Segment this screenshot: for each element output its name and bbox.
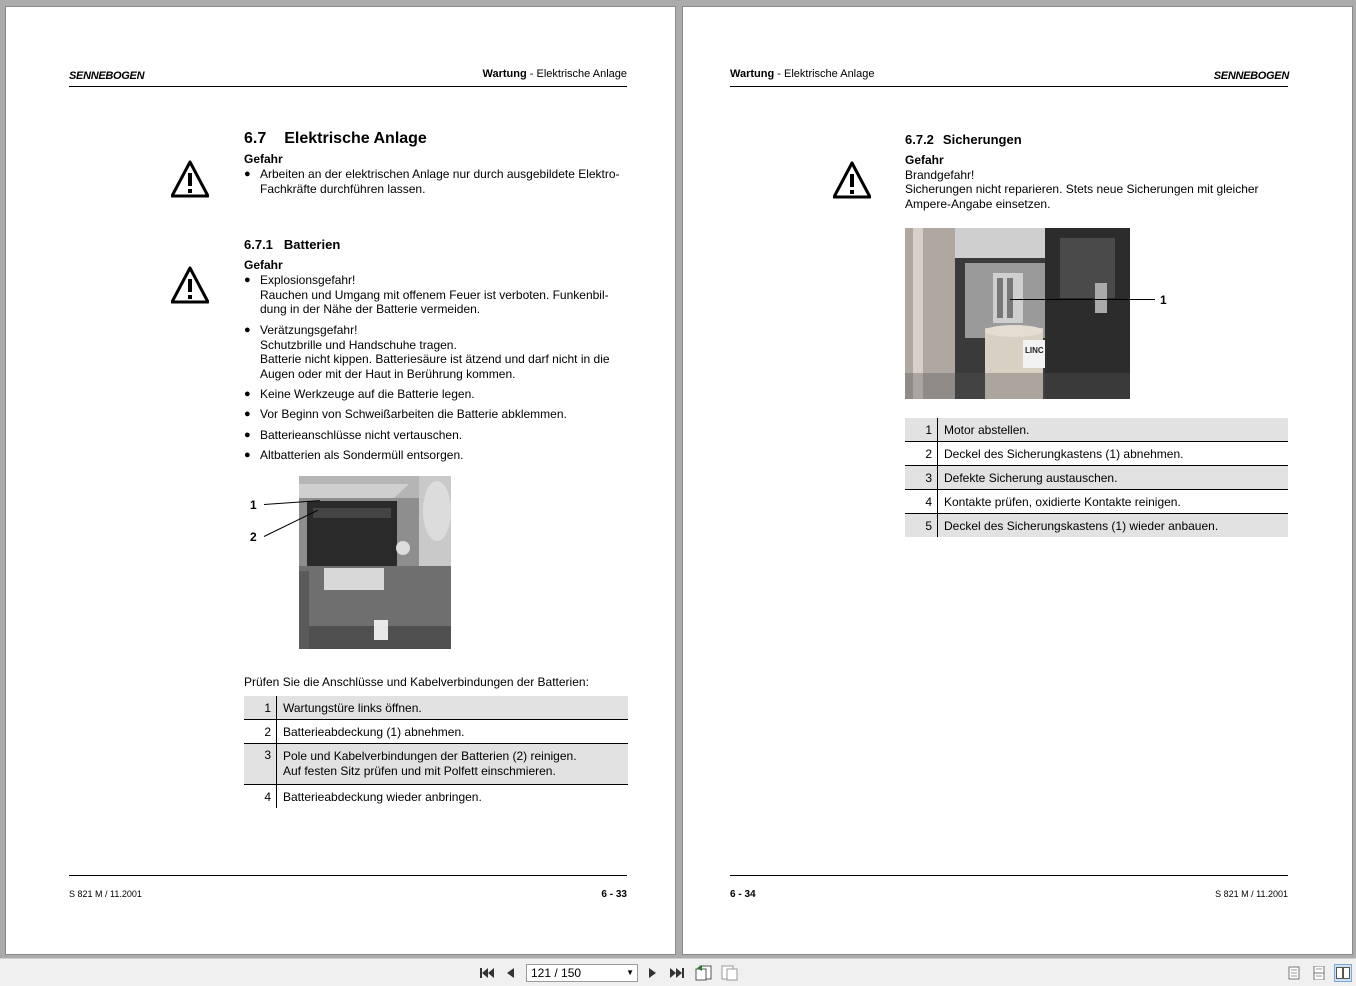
- footer-document-id: S 821 M / 11.2001: [1215, 889, 1288, 899]
- danger-bullet-line: Vor Beginn von Schweißarbeiten die Batterie abklemmen.: [260, 407, 567, 421]
- footer-rule: [730, 875, 1288, 876]
- step-text: Batterieabdeckung (1) abnehmen.: [283, 724, 465, 739]
- next-page-button[interactable]: [644, 964, 662, 982]
- previous-page-icon: [505, 967, 515, 979]
- sennebogen-logo: SENNEBOGEN: [69, 70, 145, 82]
- steps-table: [244, 696, 628, 808]
- subsection-title: Sicherungen: [942, 132, 1022, 147]
- page-number-input[interactable]: [526, 964, 638, 982]
- step-text: Deckel des Sicherungskastens (1) wieder anbauen.: [944, 518, 1219, 533]
- danger-bullet-line: Verätzungsgefahr!: [260, 323, 358, 337]
- subsection-heading: [244, 237, 340, 252]
- step-number: 4: [244, 785, 277, 809]
- photo-callout: 2: [250, 530, 257, 544]
- step-text: [277, 744, 629, 785]
- danger-bullet: ● Arbeiten an der elektrischen Anlage nur durch ausgebildete Elektro- Fachkräfte durchführen lassen.: [244, 167, 620, 196]
- danger-bullet-line: Batterie nicht kippen. Batteriesäure ist ätzend und darf nicht in die: [260, 352, 610, 366]
- danger-line: Brandgefahr!: [905, 167, 975, 182]
- battery-photo: [299, 476, 451, 649]
- step-number: 1: [905, 418, 938, 442]
- danger-bullet-line: Augen oder mit der Haut in Berührung kommen.: [260, 366, 516, 381]
- step-text-line: Auf festen Sitz prüfen und mit Polfett einschmieren.: [283, 764, 556, 778]
- fuse-box-photo: [905, 228, 1130, 399]
- continuous-view-button[interactable]: [1310, 964, 1328, 982]
- photo-callout: 1: [1160, 293, 1167, 307]
- step-text: Kontakte prüfen, oxidierte Kontakte reinigen.: [944, 494, 1181, 509]
- previous-page-button[interactable]: [501, 964, 519, 982]
- danger-label: Gefahr: [905, 153, 944, 167]
- table-row: [905, 490, 1288, 514]
- step-text: Wartungstüre links öffnen.: [283, 700, 422, 715]
- footer-rule: [69, 875, 627, 876]
- photo-callout: 1: [250, 498, 257, 512]
- footer-page-number: 6 - 33: [601, 889, 627, 900]
- table-row: [244, 785, 628, 809]
- step-text-line: Pole und Kabelverbindungen der Batterien (2) reinigen.: [283, 749, 577, 763]
- step-text: Batterieabdeckung wieder anbringen.: [283, 789, 482, 804]
- single-page-view-icon: [1288, 966, 1300, 980]
- danger-bullet-line: Fachkräfte durchführen lassen.: [260, 181, 426, 196]
- danger-bullet: ● Explosionsgefahr! Rauchen und Umgang mit offenem Feuer ist verboten. Funkenbil- dung in der Nähe der Batterie vermeiden.: [244, 273, 609, 316]
- subsection-heading: [905, 132, 1022, 147]
- header-title: Elektrische Anlage: [536, 68, 627, 80]
- chevron-down-icon[interactable]: ▼: [626, 968, 634, 977]
- callout-line: [1010, 299, 1155, 300]
- danger-bullet: ● Altbatterien als Sondermüll entsorgen.: [244, 448, 464, 462]
- subsection-title: Batterien: [283, 237, 341, 252]
- warning-triangle-icon: [171, 160, 209, 198]
- next-view-icon: [721, 965, 739, 981]
- step-text: Defekte Sicherung austauschen.: [944, 470, 1118, 485]
- previous-view-button[interactable]: [695, 964, 713, 982]
- step-number: 2: [244, 720, 277, 744]
- continuous-view-icon: [1313, 966, 1325, 980]
- steps-intro: Prüfen Sie die Anschlüsse und Kabelverbindungen der Batterien:: [244, 675, 589, 689]
- last-page-icon: [670, 967, 684, 979]
- viewer-toolbar: [0, 958, 1356, 986]
- section-number: 6.7: [244, 130, 267, 147]
- danger-bullet: ● Vor Beginn von Schweißarbeiten die Batterie abklemmen.: [244, 407, 567, 421]
- danger-bullet-line: Altbatterien als Sondermüll entsorgen.: [260, 448, 464, 462]
- table-row: [905, 418, 1288, 442]
- document-page-left: [6, 7, 675, 954]
- danger-line: Sicherungen nicht reparieren. Stets neue Sicherungen mit gleicher: [905, 182, 1259, 196]
- danger-bullet-line: Arbeiten an der elektrischen Anlage nur durch ausgebildete Elektro-: [260, 167, 620, 181]
- single-page-view-button[interactable]: [1285, 964, 1303, 982]
- sennebogen-logo: SENNEBOGEN: [1213, 70, 1289, 82]
- page-header: [483, 68, 627, 80]
- header-rule: [730, 86, 1288, 87]
- first-page-icon: [480, 967, 494, 979]
- danger-bullet: ● Batterieanschlüsse nicht vertauschen.: [244, 428, 463, 442]
- section-title: Elektrische Anlage: [284, 130, 427, 147]
- table-row: [244, 744, 628, 785]
- warning-triangle-icon: [171, 266, 209, 304]
- header-title: Elektrische Anlage: [783, 68, 875, 80]
- danger-bullet-line: dung in der Nähe der Batterie vermeiden.: [260, 302, 481, 316]
- header-section: Wartung: [730, 68, 775, 80]
- previous-view-icon: [695, 965, 713, 981]
- last-page-button[interactable]: [668, 964, 686, 982]
- warning-triangle-icon: [833, 161, 871, 199]
- step-number: 2: [905, 442, 938, 466]
- step-number: 3: [244, 744, 277, 785]
- table-row: [244, 696, 628, 720]
- section-heading: [244, 130, 427, 148]
- danger-bullet: ● Verätzungsgefahr! Schutzbrille und Handschuhe tragen. Batterie nicht kippen. Batteriesäure ist ätzend und darf nicht in die Augen oder mit der Haut in Berührung kommen.: [244, 323, 610, 381]
- facing-view-icon: [1336, 967, 1350, 979]
- danger-label: Gefahr: [244, 258, 283, 272]
- danger-block: [905, 153, 1259, 211]
- step-number: 5: [905, 514, 938, 538]
- header-rule: [69, 86, 627, 87]
- subsection-number: 6.7.1: [244, 237, 273, 252]
- page-header: [730, 68, 874, 80]
- document-page-right: [683, 7, 1352, 954]
- footer-page-number: 6 - 34: [730, 889, 756, 900]
- danger-line: Ampere-Angabe einsetzen.: [905, 196, 1051, 211]
- danger-bullet-line: Rauchen und Umgang mit offenem Feuer ist verboten. Funkenbil-: [260, 287, 609, 302]
- header-section: Wartung: [482, 68, 527, 80]
- table-row: [905, 466, 1288, 490]
- table-row: [905, 442, 1288, 466]
- page-indicator: 121 / 150: [531, 966, 582, 980]
- footer-document-id: S 821 M / 11.2001: [69, 889, 142, 899]
- next-page-icon: [648, 967, 658, 979]
- step-text: Deckel des Sicherungkastens (1) abnehmen.: [944, 446, 1184, 461]
- danger-bullet: ● Keine Werkzeuge auf die Batterie legen.: [244, 387, 475, 401]
- subsection-number: 6.7.2: [905, 132, 934, 147]
- danger-bullet-line: Explosionsgefahr!: [260, 273, 356, 287]
- steps-table: [905, 418, 1288, 537]
- step-number: 4: [905, 490, 938, 514]
- header-separator: -: [774, 68, 784, 80]
- step-number: 1: [244, 696, 277, 720]
- next-view-button[interactable]: [721, 964, 739, 982]
- header-separator: -: [526, 68, 537, 80]
- photo-label: LINC: [1025, 346, 1044, 355]
- danger-bullet-line: Schutzbrille und Handschuhe tragen.: [260, 337, 457, 352]
- facing-view-button[interactable]: [1334, 964, 1352, 982]
- first-page-button[interactable]: [478, 964, 496, 982]
- step-number: 3: [905, 466, 938, 490]
- danger-bullet-line: Keine Werkzeuge auf die Batterie legen.: [260, 387, 475, 401]
- step-text: Motor abstellen.: [944, 422, 1030, 437]
- danger-bullet-line: Batterieanschlüsse nicht vertauschen.: [260, 428, 463, 442]
- table-row: [244, 720, 628, 744]
- table-row: [905, 514, 1288, 538]
- danger-label: Gefahr: [244, 152, 283, 166]
